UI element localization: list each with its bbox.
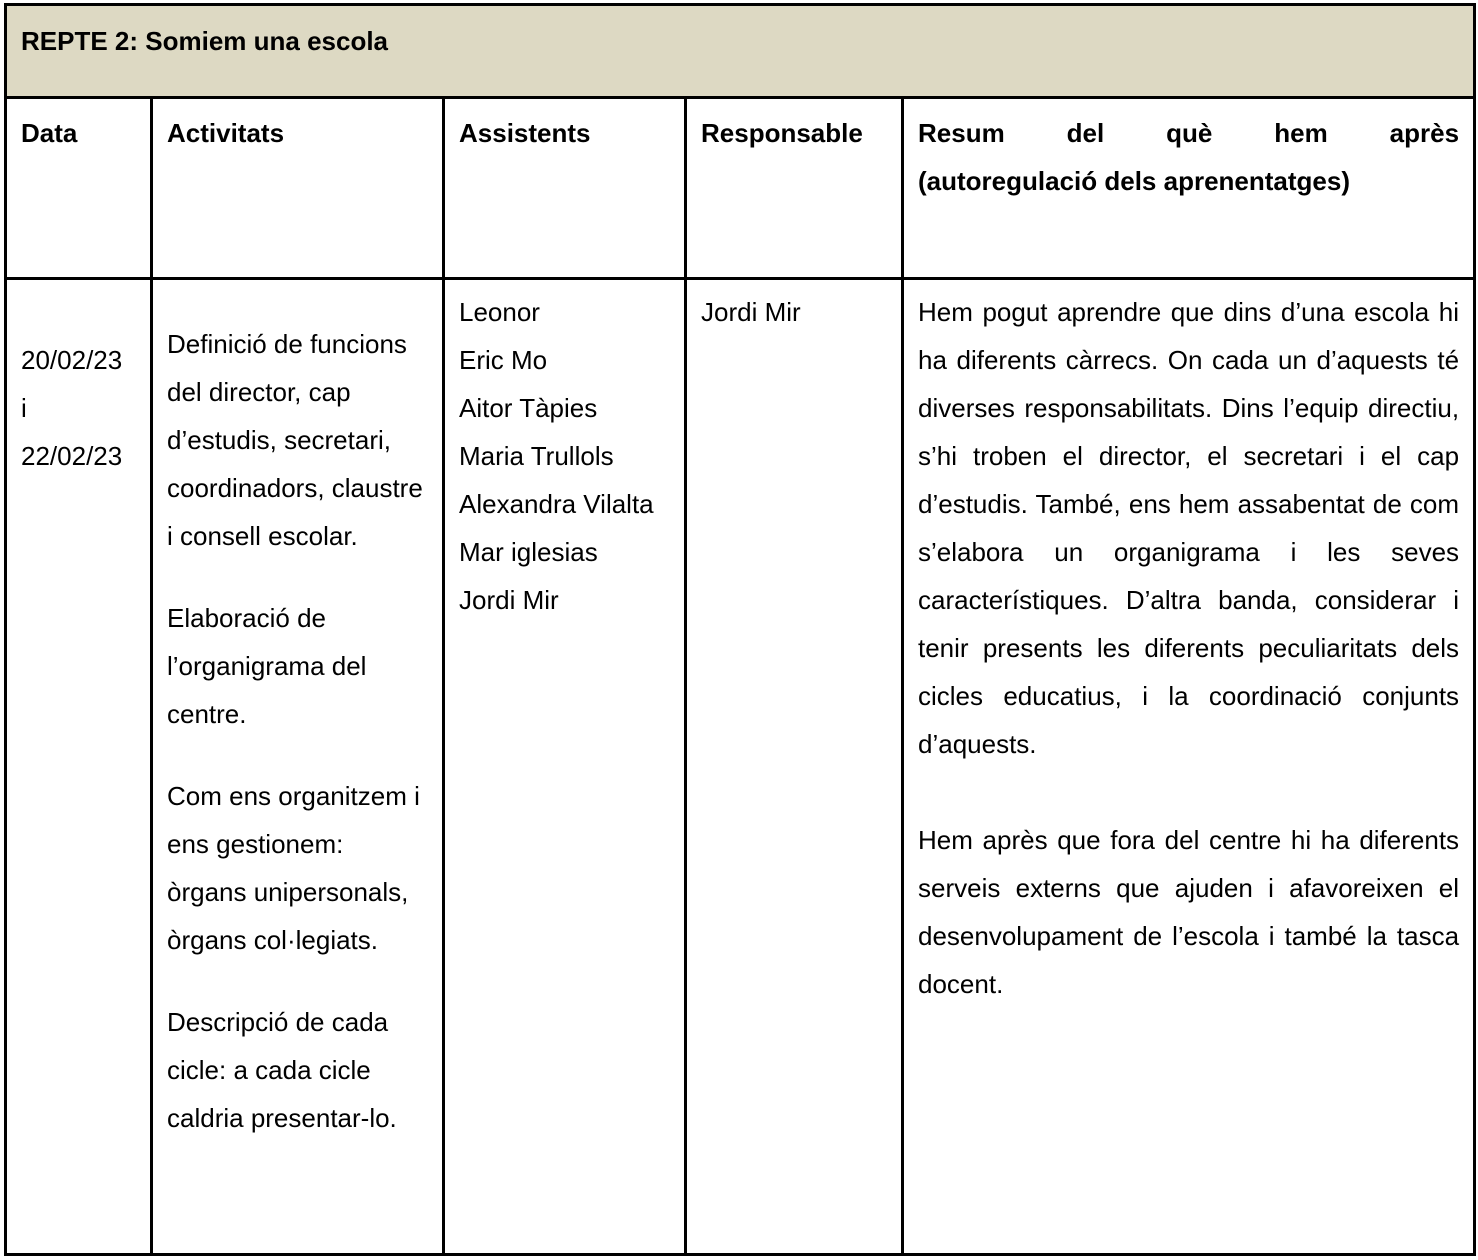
header-summary xyxy=(903,98,1475,279)
date-cell xyxy=(6,279,152,1255)
header-activities: Activitats xyxy=(152,98,444,279)
header-row xyxy=(6,98,1475,279)
header-summary-line2: (autoregulació dels aprenentatges) xyxy=(918,166,1350,196)
header-summary-line1: Resum del què hem après xyxy=(918,118,1460,148)
attendee-name: Maria Trullols xyxy=(459,441,614,471)
attendees-cell xyxy=(444,279,686,1255)
activities-cell xyxy=(152,279,444,1255)
summary-paragraph: Hem pogut aprendre que dins d’una escola hi ha diferents càrrecs. On cada un d’aquests té diverses responsabilitats. Dins l’equip directiu, s’hi troben el director, el secretari i el cap d’estudis. També, ens hem assabentat de com s’elabora un organigrama i les seves característiques. D’altra banda, considerar i tenir presents les diferents peculiaritats dels cicles educatius, i la coordinació conjunts d’aquests. xyxy=(918,297,1460,759)
date-joiner: i xyxy=(21,393,27,423)
date-start: 20/02/23 xyxy=(21,345,123,375)
header-attendees: Assistents xyxy=(444,98,686,279)
header-responsible: Responsable xyxy=(686,98,903,279)
challenge-table xyxy=(4,3,1476,1256)
responsible-cell: Jordi Mir xyxy=(686,279,903,1255)
summary-cell xyxy=(903,279,1475,1255)
activity-item: Definició de funcions del director, cap d’estudis, secretari, coordinadors, claustre i consell escolar. xyxy=(167,329,423,551)
table-title: REPTE 2: Somiem una escola xyxy=(6,5,1475,98)
date-end: 22/02/23 xyxy=(21,441,123,471)
attendee-name: Mar iglesias xyxy=(459,537,598,567)
attendee-name: Leonor xyxy=(459,297,540,327)
activity-item: Com ens organitzem i ens gestionem: òrgans unipersonals, òrgans col·legiats. xyxy=(167,781,420,955)
header-date: Data xyxy=(6,98,152,279)
summary-paragraph: Hem après que fora del centre hi ha diferents serveis externs que ajuden i afavoreixen el desenvolupament de l’escola i també la tasca docent. xyxy=(918,825,1460,999)
attendee-name: Jordi Mir xyxy=(459,585,559,615)
attendee-name: Alexandra Vilalta xyxy=(459,489,654,519)
attendee-name: Eric Mo xyxy=(459,345,548,375)
attendee-name: Aitor Tàpies xyxy=(459,393,598,423)
table-row xyxy=(6,279,1475,1255)
activity-item: Descripció de cada cicle: a cada cicle caldria presentar-lo. xyxy=(167,1007,397,1133)
title-row xyxy=(6,5,1475,98)
activity-item: Elaboració de l’organigrama del centre. xyxy=(167,603,367,729)
